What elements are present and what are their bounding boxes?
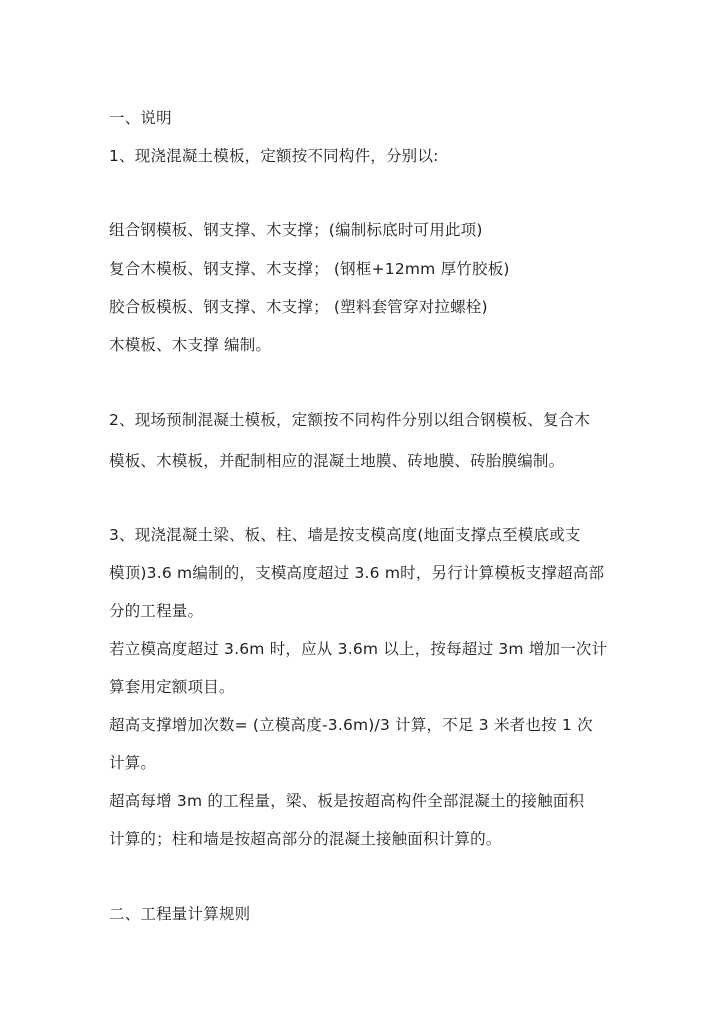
item3-line: 超高支撑增加次数= (立模高度-3.6m)/3 计算，不足 3 米者也按 1 次 <box>109 716 593 734</box>
section1-heading: 一、说明 <box>109 109 172 127</box>
item3-line: 超高每增 3m 的工程量，梁、板是按超高构件全部混凝土的接触面积 <box>109 792 585 810</box>
formwork-type-line: 组合钢模板、钢支撑、木支撑；(编制标底时可用此项) <box>109 221 483 239</box>
item1-title: 1、现浇混凝土模板，定额按不同构件，分别以: <box>109 147 439 165</box>
item3-line: 计算。 <box>109 754 157 772</box>
formwork-type-line: 复合木模板、钢支撑、木支撑； (钢框+12mm 厚竹胶板) <box>109 260 510 278</box>
item3-line: 算套用定额项目。 <box>109 678 235 696</box>
item2-line: 2、现场预制混凝土模板，定额按不同构件分别以组合钢模板、复合木 <box>109 411 591 429</box>
item3-line: 计算的；柱和墙是按超高部分的混凝土接触面积计算的。 <box>109 830 502 848</box>
item3-line: 3、现浇混凝土梁、板、柱、墙是按支模高度(地面支撑点至模底或支 <box>109 526 581 544</box>
section2-heading: 二、工程量计算规则 <box>109 905 251 923</box>
item3-line: 模顶)3.6 m编制的，支模高度超过 3.6 m时，另行计算模板支撑超高部 <box>109 564 605 582</box>
item3-line: 若立模高度超过 3.6m 时，应从 3.6m 以上，按每超过 3m 增加一次计 <box>109 640 608 658</box>
item2-line: 模板、木模板，并配制相应的混凝土地膜、砖地膜、砖胎膜编制。 <box>109 452 565 470</box>
formwork-type-line: 木模板、木支撑 编制。 <box>109 336 272 354</box>
formwork-type-line: 胶合板模板、钢支撑、木支撑； (塑料套管穿对拉螺栓) <box>109 298 488 316</box>
item3-line: 分的工程量。 <box>109 602 204 620</box>
